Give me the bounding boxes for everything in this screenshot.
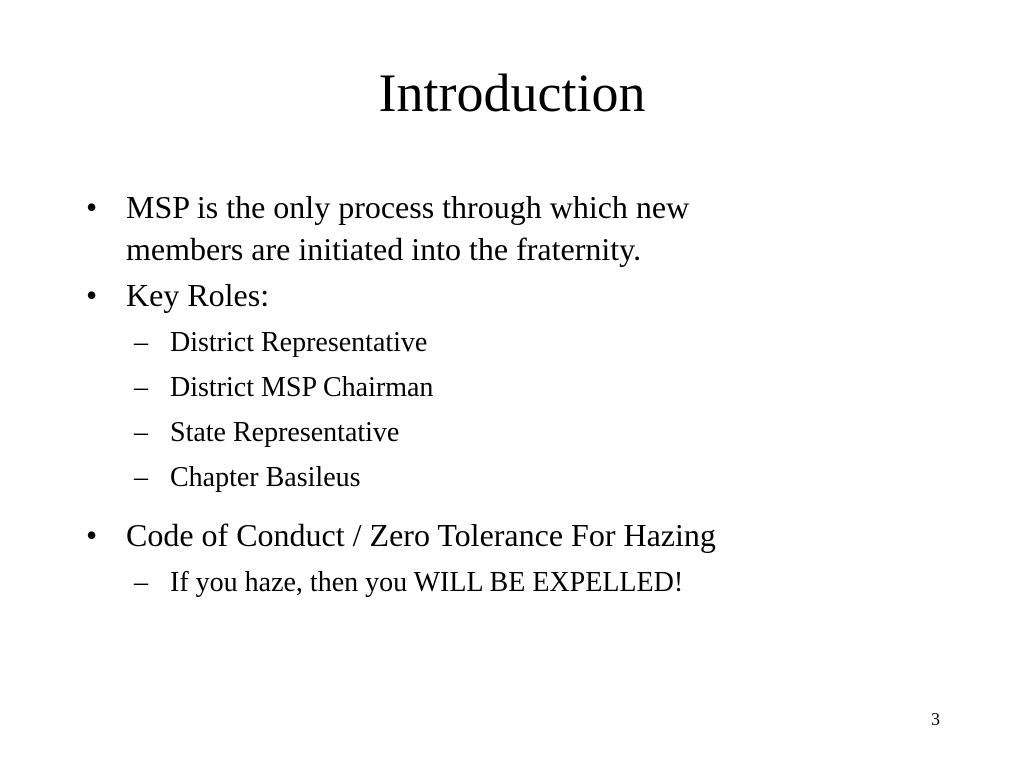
sub-bullet-text: District MSP Chairman: [170, 372, 434, 403]
bullet-text: Key Roles:: [126, 277, 270, 313]
sub-list: [86, 320, 946, 500]
sub-bullet-marker: –: [134, 417, 148, 448]
bullet-text-continued: members are initiated into the fraternity.: [126, 231, 642, 267]
sub-bullet-marker: –: [134, 327, 148, 358]
sub-bullet-text: Chapter Basileus: [170, 462, 361, 493]
bullet-text: MSP is the only process through which new: [126, 189, 690, 225]
sub-bullet-item: [86, 410, 946, 455]
bullet-marker: •: [86, 189, 98, 225]
sub-bullet-item: [86, 560, 946, 605]
sub-bullet-marker: –: [134, 372, 148, 403]
bullet-item: [86, 274, 946, 316]
bullet-item: [86, 186, 946, 270]
sub-bullet-item: [86, 320, 946, 365]
sub-bullet-item: [86, 365, 946, 410]
slide-content: [86, 186, 946, 607]
sub-bullet-text: State Representative: [170, 417, 400, 448]
bullet-item: [86, 514, 946, 556]
slide-title: Introduction: [378, 63, 646, 123]
bullet-marker: •: [86, 517, 98, 553]
bullet-marker: •: [86, 277, 98, 313]
sub-bullet-item: [86, 455, 946, 500]
slide-number: 3: [931, 709, 940, 729]
sub-bullet-text: If you haze, then you WILL BE EXPELLED!: [170, 567, 684, 598]
sub-bullet-text: District Representative: [170, 327, 428, 358]
bullet-text: Code of Conduct / Zero Tolerance For Hazing: [126, 517, 716, 553]
sub-bullet-marker: –: [134, 567, 148, 598]
sub-bullet-marker: –: [134, 462, 148, 493]
sub-list: [86, 560, 946, 605]
